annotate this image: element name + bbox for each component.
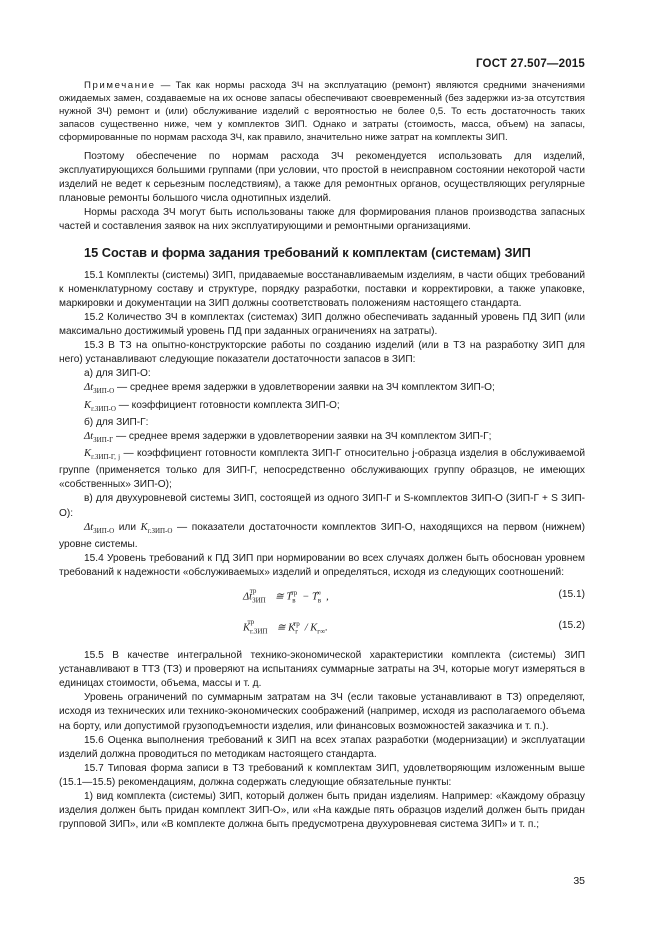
paragraph-15-3: 15.3 В ТЗ на опытно-конструкторские работы по созданию изделий (или в ТЗ на разработку ЗИП для него) устанавливают следующие показатели достаточности запасов в ЗИП: (59, 340, 585, 366)
formula-15-2 (59, 608, 585, 638)
note-label: Примечание (84, 80, 156, 91)
paragraph-15-6: 15.6 Оценка выполнения требований к ЗИП на всех этапах разработки (модернизации) и эксплуатации изделий должна проводиться по методикам настоящего стандарта. (59, 734, 585, 760)
list-item: $\Delta t_{ЗИП-О}$ — среднее время задержки в удовлетворении заявки на ЗЧ комплектом ЗИП-О; (84, 382, 495, 396)
paragraph: Нормы расхода ЗЧ могут быть использованы также для формирования планов производства запасных частей и составления заявок на них эксплуатирующими и ремонтными организациями. (59, 207, 585, 233)
paragraph: Поэтому обеспечение по нормам расхода ЗЧ рекомендуется использовать для изделий, эксплуатирующихся большими группами (при условии, что простой в неисправном состоянии некоторой части изделий не ведет к серьезным последствиям), а также для ремонтных органов, осуществляющих регулярные плановые ремонты большого числа однотипных изделий. (59, 151, 585, 205)
formula-expression: $\Delta t_{ЗИП}^{тр}$ ≅ $T_в^{тр} - T_в^\infty$ , (243, 587, 329, 605)
paragraph-15-5: 15.5 В качестве интегральной технико-экономической характеристики комплекта (системы) ЗИП устанавливают в ТТЗ (ТЗ) и проверяют на испытаниях суммарные затраты на ЗЧ, которые могут измеряться в единицах стоимости, объема, массы и т. д. (59, 650, 585, 690)
equation-number: (15.1) (558, 589, 585, 601)
symbol: $\Delta t_{ЗИП-Г}$ (84, 430, 114, 444)
paragraph-15-7: 15.7 Типовая форма записи в ТЗ требований к комплектам ЗИП, удовлетворяющим изложенным выше (15.1—15.5) рекомендациям, должна содержать следующие обязательные пункты: (59, 762, 585, 788)
formula-15-1 (59, 582, 585, 606)
formula-expression: $K_{г.ЗИП}^{тр}$ ≅ $K_г^{тр} / K_{г\infty}$. (243, 618, 328, 636)
list-c-label: в) для двухуровневой системы ЗИП, состоящей из одного ЗИП-Г и S-комплектов ЗИП-О (ЗИП-Г + S ЗИП-О): (59, 493, 585, 519)
list-item: $\Delta t_{ЗИП-Г}$ — среднее время задержки в удовлетворении заявки на ЗЧ комплектом ЗИП-Г; (84, 430, 492, 444)
symbol: $\Delta t_{ЗИП-О}$ (84, 521, 115, 535)
list-b-label: б) для ЗИП-Г: (84, 416, 149, 428)
symbol: $\Delta t_{ЗИП-О}$ (84, 382, 115, 396)
paragraph-15-4: 15.4 Уровень требований к ПД ЗИП при нормировании во всех случаях должен быть обоснован уровнем требований к надежности «обслуживаемых» изделий и определяться, исходя из следующих соотношений: (59, 552, 585, 578)
section-title: 15 Состав и форма задания требований к комплектам (системам) ЗИП (84, 244, 531, 260)
symbol: $K_{г.ЗИП-О}$ (140, 521, 173, 535)
list-item: $K_{г.ЗИП-О}$ — коэффициент готовности комплекта ЗИП-О; (84, 399, 340, 413)
list-item: 1) вид комплекта (системы) ЗИП, который должен быть придан изделиям. Например: «Каждому образцу изделия должен быть придан комплект ЗИП-О», или «На каждые пять образцов изделий должен быть придан групповой ЗИП», или «В комплекте должна быть предусмотрена двухуровневая система ЗИП» и т. п.; (59, 791, 585, 831)
paragraph: Уровень ограничений по суммарным затратам на ЗЧ (если таковые устанавливают в ТЗ) определяют, исходя из технических или технико-экономических соображений (например, исходя из располагаемого объема на борту, или допустимой грузоподъемности изделия, или финансовых возможностей заказчика и т. п.). (59, 692, 585, 732)
page-body (59, 79, 585, 832)
list-a-label: а) для ЗИП-О: (84, 368, 151, 380)
paragraph-15-2: 15.2 Количество ЗЧ в комплектах (системах) ЗИП должно обеспечивать заданный уровень ПД ЗИП (или максимально достижимый уровень ПД при заданных ограничениях на затраты). (59, 311, 585, 337)
page-number: 35 (573, 875, 585, 887)
paragraph-15-1: 15.1 Комплекты (системы) ЗИП, придаваемые восстанавливаемым изделиям, в части общих требований к номенклатурному составу и структуре, порядку разработки, поставки и корректировки, а также упаковке, маркировки и документации на ЗИП должны соответствовать положениям настоящего стандарта. (59, 269, 585, 309)
note-text: — Так как нормы расхода ЗЧ на эксплуатацию (ремонт) являются средними значениями ожидаемых замен, создаваемые на их основе запасы обеспечивают своевременный (без задержки из-за отсутствия нужной ЗЧ) ремонт и (или) обслуживание изделий с вероятностью не более 0,5. То есть достаточность таких запасов существенно ниже, чем у комплектов ЗИП. Однако и затраты (стоимость, масса, объем) на запасы, сформированные по нормам расхода ЗЧ, как правило, значительно ниже затрат на комплекты ЗИП. (59, 80, 585, 143)
document-code: ГОСТ 27.507—2015 (475, 58, 585, 70)
note-paragraph (59, 79, 585, 144)
symbol: $K_{г.ЗИП-О}$ (84, 399, 116, 413)
list-item: $\Delta t_{ЗИП-О}$ или $K_{г.ЗИП-О}$ — показатели достаточности комплектов ЗИП-О, находящихся на первом (нижнем) уровне системы. (59, 521, 585, 550)
symbol: $K_{г.ЗИП-Г, j}$ (84, 448, 121, 462)
list-item: $K_{г.ЗИП-Г, j}$ — коэффициент готовности комплекта ЗИП-Г относительно j-образца изделия в обслуживаемой группе (применяется только для ЗИП-Г, непосредственно обслуживающих группу образцов, не имеющих «собственных» ЗИП-О); (59, 448, 585, 491)
equation-number: (15.2) (558, 620, 585, 632)
